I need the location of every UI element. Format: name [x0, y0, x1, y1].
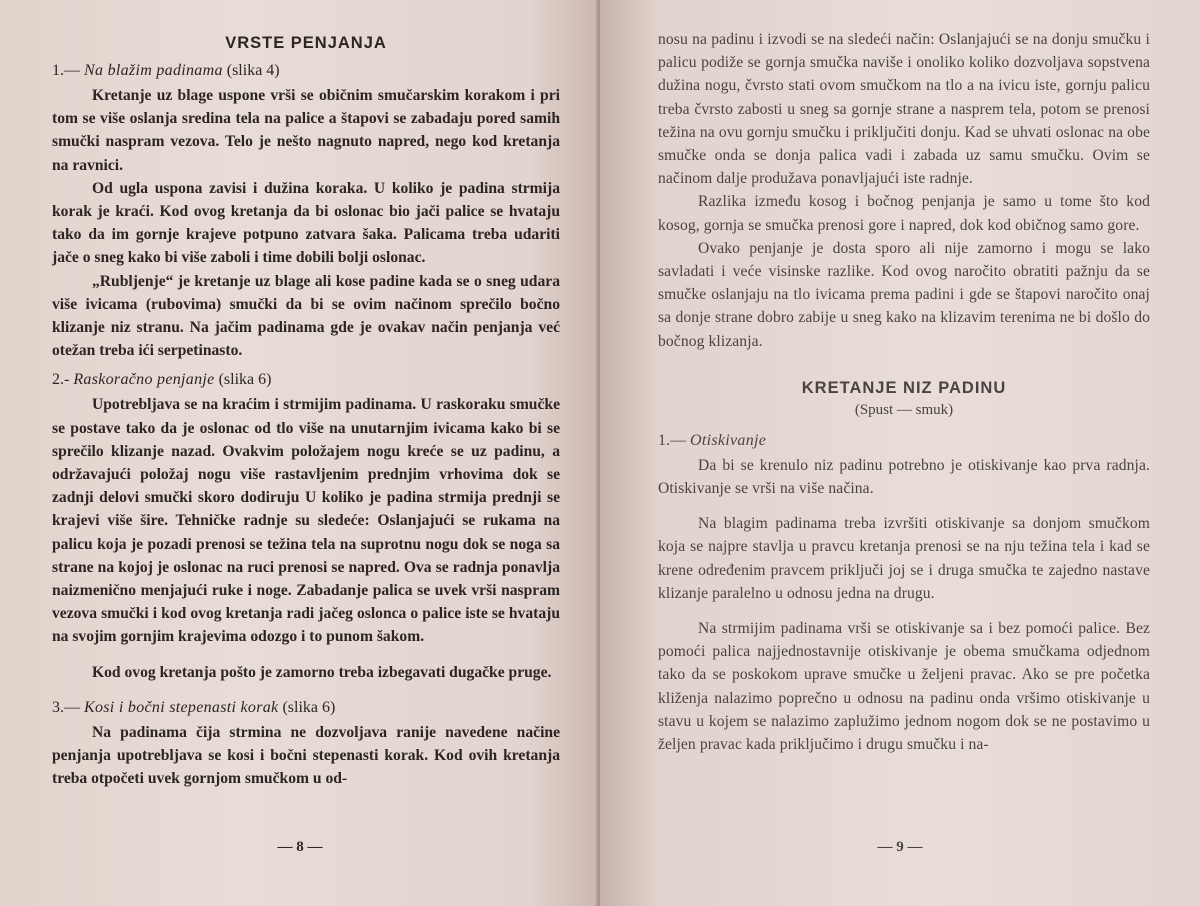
paragraph: Kod ovog kretanja pošto je zamorno treba izbegavati dugačke pruge.: [92, 663, 552, 681]
paragraph: „Rubljenje“ je kretanje uz blage ali kose padine kada se o sneg udara više ivicama (rubovima) smučki da bi se ovim načinom sprečilo bočno klizanje niz stranu. Na jačim padinama gde je ovakav način penjanja već otežan treba ići serpetinasto.: [52, 272, 560, 360]
section-number: 1.—: [52, 62, 80, 79]
section-name: Raskoračno penjanje: [73, 371, 215, 389]
section-number: 2.-: [52, 371, 70, 389]
section-heading: [52, 368, 560, 391]
paragraph: Da bi se krenulo niz padinu potrebno je otiskivanje kao prva radnja. Otiskivanje se vrši na više načina.: [658, 456, 1150, 498]
paragraph: Upotrebljava se na kraćim i strmijim padinama. U raskoraku smučke se postave tako da je oslonac od tlo više na unutarnjim ivicama kako bi se sprečilo klizanje nazad. Ovakvim položajem nogu kreće se uz padinu, a održavajući položaj nogu više rastavljenim prednjim vrhovima dok se zadnji delovi smučki skoro dodiruju U koliko je padina strmija prednji se krajevi više šire. Tehničke radnje su sledeće: Oslanjajući se rukama na palicu koja je pozadi prenosi se težina tela na suprotnu nogu dok se noga sa strane na kojoj je oslonac na ruci prenosi se napred. Ova se radnja ponavlja naizmenično menjajući ruke i noge. Zabadanje palica se uvek vrši naspram vezova smučki i kod ovog kretanja radi jačeg oslonca o palice iste se hvataju na svojim gornjim krajevima odozgo i to punom šakom.: [52, 396, 560, 646]
section-name: Na blažim padinama: [84, 62, 223, 79]
figure-ref: (slika 6): [282, 698, 336, 716]
section-heading: [658, 429, 1150, 452]
section-number: 3.—: [52, 698, 80, 716]
paragraph: Na padinama čija strmina ne dozvoljava ranije navedene načine penjanja upotrebljava se kosi i bočni stepenasti korak. Kod ovih kretanja treba otpočeti uvek gornjom smučkom u od-: [52, 723, 560, 788]
section-heading: [52, 59, 560, 82]
paragraph: Na blagim padinama treba izvršiti otiskivanje sa donjom smučkom koja se najpre stavlja u pravcu kretanja prenosi se na nju težina tela i kad se krene određenim pravcem priključi joj se i druga smučka te zajedno nastave klizanje paralelno u odnosu jedna na drugu.: [658, 515, 1150, 602]
section-name: Kosi i bočni stepenasti korak: [84, 698, 279, 716]
figure-ref: (slika 4): [226, 62, 280, 79]
paragraph: Ovako penjanje je dosta sporo ali nije zamorno i mogu se lako savladati i veće visinske razlike. Kod ovog naročito obratiti pažnju da se smučke oslanjaju na tlo ivicama prema padini i gde se štapovi naročito onaj sa donje strane dobro zabije u sneg kako na klizavim terenima ne bi došlo do bočnog klizanja.: [658, 239, 1150, 350]
section-subtitle: (Spust — smuk): [854, 401, 954, 418]
figure-ref: (slika 6): [218, 371, 272, 389]
paragraph: Od ugla uspona zavisi i dužina koraka. U koliko je padina strmija korak je kraći. Kod ovog kretanja da bi oslonac bio jači palice se hvataju tako da im gornje krajeve potpuno zatvara šaka. Palicama treba udariti jače o sneg kako bi više zaboli i time dobili bolji oslonac.: [52, 179, 560, 267]
page-number: — 8 —: [277, 839, 323, 855]
paragraph: Kretanje uz blage uspone vrši se običnim smučarskim korakom i pri tom se više oslanja sredina tela na palice a štapovi se zabadaju pored samih smučki naspram vezova. Telo je nešto nagnuto napred, nego kod kretanja na ravnici.: [52, 87, 560, 174]
section-title: KRETANJE NIZ PADINU: [801, 378, 1007, 397]
paragraph: Razlika između kosog i bočnog penjanja je samo u tome što kod kosog, gornja se smučka prenosi gore i napred, dok kod običnog samo gore.: [658, 193, 1150, 234]
page-title: VRSTE PENJANJA: [225, 34, 387, 52]
paragraph: nosu na padinu i izvodi se na sledeći način: Oslanjajući se na donju smučku i palicu podiže se gornja smučka naviše i onoliko koliko dozvoljava sopstvena dužina nogu, čvrsto stati ovom smučkom na tlo a na ivicu iste, gornju palicu treba čvrsto zabosti u sneg sa gornje strane a nasprem tela, potom se prenosi težina na ovu gornju smučku i priključiti donju. Kad se uhvati oslonac na obe smučke onda se donja palica vadi i zabada uz samu smučku. Ovim se načinom dalje produžava ponavljajući iste radnje.: [658, 31, 1150, 188]
page-number: — 9 —: [877, 839, 923, 855]
section-heading: [52, 696, 560, 719]
section-number: 1.—: [658, 431, 686, 449]
paragraph: Na strmijim padinama vrši se otiskivanje sa i bez pomoći palice. Bez pomoći palica najjednostavnije otiskivanje je obema smučkama odjednom tako da se poskokom uprave smučke u željeni pravac. Ako se pre početka kliženja nalazimo poprečno u odnosu na padinu onda vršimo otiskivanje u stavu u kojem se nalazimo zaplužimo jednom nogom dok se ne postavimo u željen pravac kada priključimo i drugu smučku i na-: [658, 620, 1150, 754]
right-page: [600, 0, 1200, 906]
section-name: Otiskivanje: [690, 431, 767, 449]
